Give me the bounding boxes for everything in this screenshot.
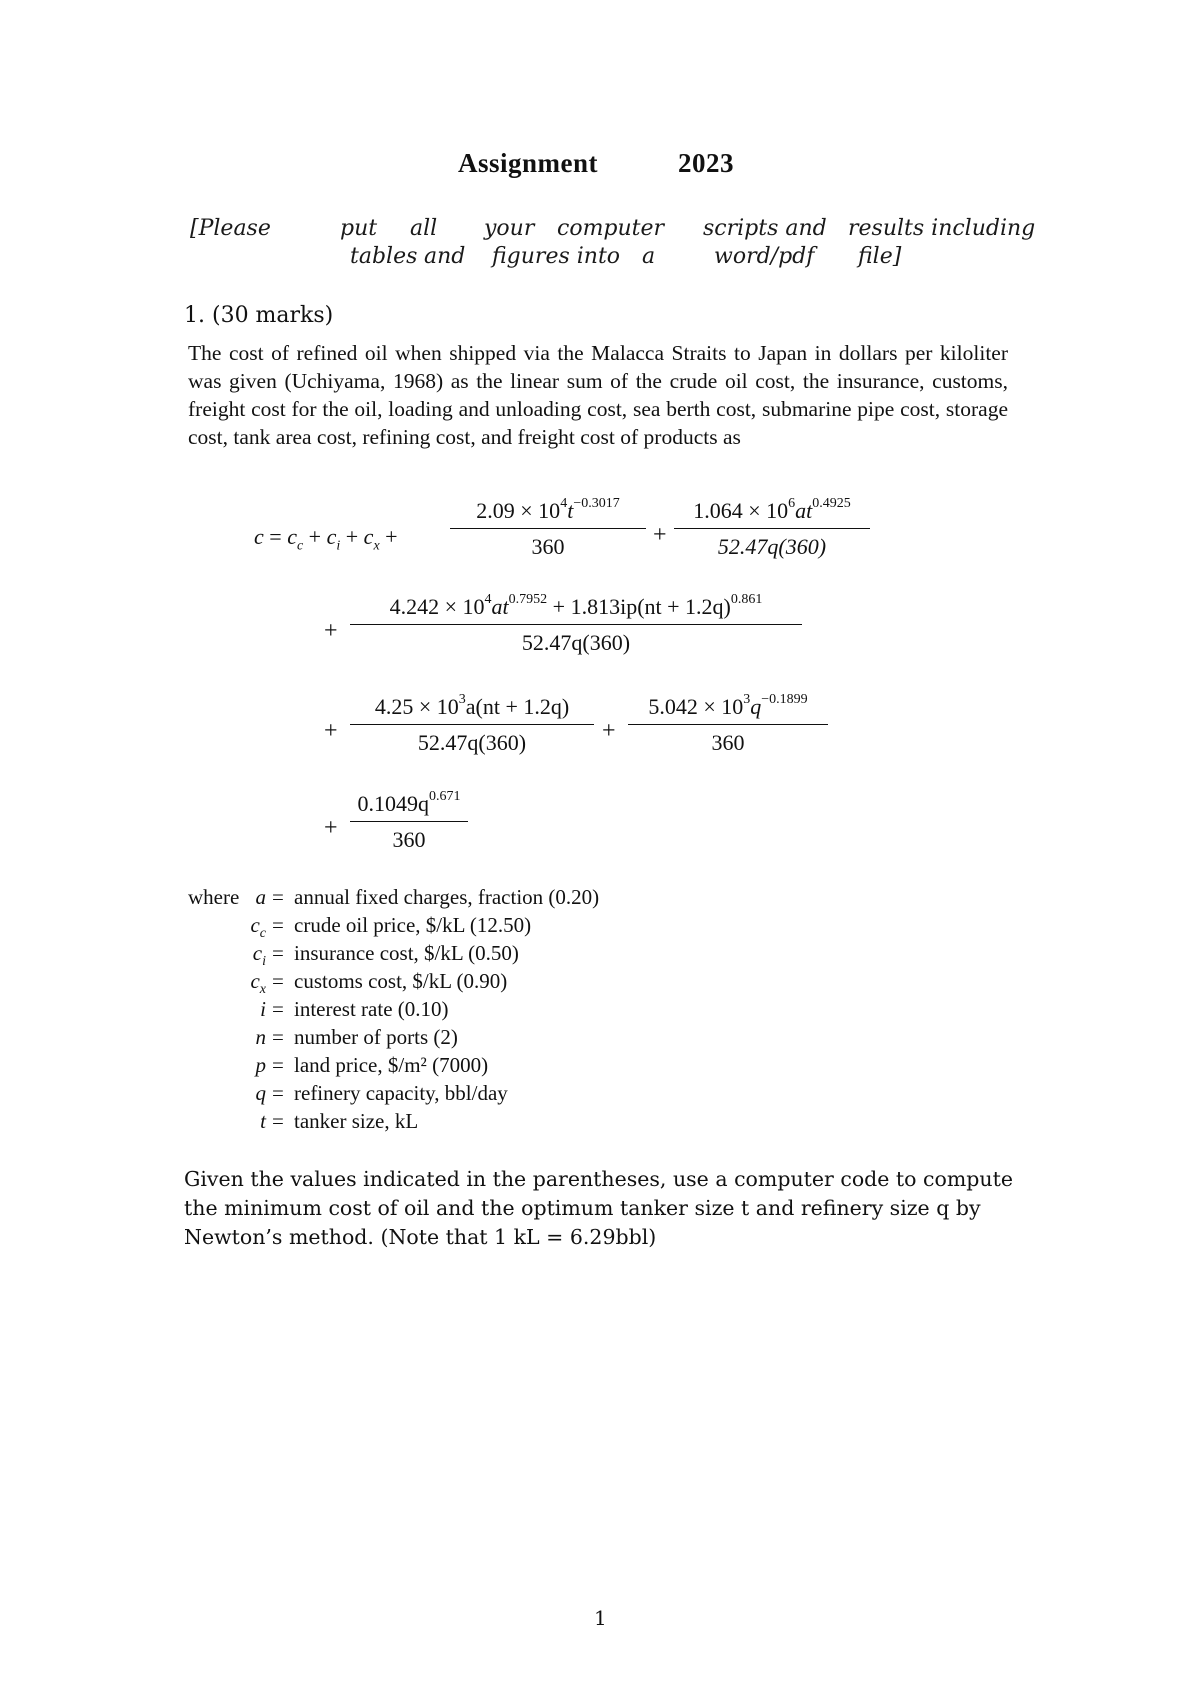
plus-sign: +: [602, 718, 616, 744]
equation-lhs: $c = c_c + c_i + c_x$ +: [254, 524, 398, 554]
definition-text: number of ports (2): [294, 1025, 458, 1049]
note-word: word/pdf: [714, 244, 815, 269]
definition-text: interest rate (0.10): [294, 997, 449, 1021]
term-storage-fraction: $4.25 \times 10^3a(nt + 1.2q)$ 52.47q(360): [350, 694, 594, 756]
assignment-title: Assignment: [458, 148, 599, 178]
term-freight-fraction: $2.09 \times 10^4t^{-0.3017}$ 360: [450, 498, 646, 560]
note-word: and: [424, 244, 466, 269]
note-word: [Please: [190, 216, 271, 241]
definition-symbol: n: [255, 1025, 266, 1049]
definition-symbol: q: [255, 1081, 266, 1105]
definition-text: annual fixed charges, fraction (0.20): [294, 885, 600, 909]
definition-equals: =: [272, 1025, 284, 1049]
question-intro: The cost of refined oil when shipped via the Malacca Straits to Japan in dollars per kiloliter was given (Uchiyama, 1968) as the linear sum of the crude oil cost, the insurance, customs, freight cost for the oil, loading and unloading cost, sea berth cost, submarine pipe cost, storage cost, tank area cost, refining cost, and freight cost of products as: [188, 341, 1008, 449]
note-word: file]: [858, 244, 902, 269]
note-word: your: [484, 216, 535, 241]
task-instruction: Given the values indicated in the parentheses, use a computer code to compute the minimum cost of oil and the optimum tanker size t and refinery size q by Newton’s method. (Note that 1 kL = 6.29bbl): [184, 1167, 1013, 1249]
term-product-freight-fraction: $0.1049q^{0.671}$ 360: [350, 791, 468, 853]
definition-equals: =: [272, 1109, 284, 1133]
assignment-year: 2023: [678, 148, 734, 178]
page-number: 1: [594, 1606, 607, 1630]
definition-equals: =: [272, 941, 284, 965]
plus-sign: +: [324, 618, 338, 644]
note-word: results including: [848, 216, 1036, 241]
definition-equals: =: [272, 997, 284, 1021]
definition-equals: =: [272, 1053, 284, 1077]
plus-sign: +: [324, 815, 338, 841]
definition-text: land price, $/m² (7000): [294, 1053, 489, 1077]
note-word: all: [410, 216, 438, 241]
definition-text: insurance cost, $/kL (0.50): [294, 941, 519, 965]
note-word: tables: [350, 244, 418, 269]
plus-sign: +: [653, 522, 667, 548]
definition-text: tanker size, kL: [294, 1109, 419, 1133]
note-word: computer: [557, 216, 665, 241]
term-berth-fraction: $4.242 \times 10^4at^{0.7952} + 1.813ip(nt + 1.2q)^{0.861}$ 52.47q(360): [350, 594, 802, 656]
definition-text: crude oil price, $/kL (12.50): [294, 913, 532, 937]
definition-text: customs cost, $/kL (0.90): [294, 969, 508, 993]
definition-symbol: a: [255, 885, 266, 909]
definition-symbol: p: [255, 1053, 266, 1077]
note-word: figures into: [492, 244, 621, 269]
definition-equals: =: [272, 1081, 284, 1105]
term-loading-fraction: $1.064 \times 10^6at^{0.4925}$ 52.47q(360): [674, 498, 870, 560]
definition-symbol: $c_i$: [252, 941, 266, 970]
definition-equals: =: [272, 969, 284, 993]
where-label: where: [188, 885, 240, 909]
note-word: a: [642, 244, 656, 269]
term-refining-fraction: $5.042 \times 10^3q^{-0.1899}$ 360: [628, 694, 828, 756]
note-word: put: [340, 216, 378, 241]
definition-equals: =: [272, 885, 284, 909]
note-word: scripts and: [703, 216, 827, 241]
definition-symbol: t: [260, 1109, 266, 1133]
definition-symbol: $c_x$: [250, 969, 266, 998]
definition-equals: =: [272, 913, 284, 937]
definition-text: refinery capacity, bbl/day: [294, 1081, 508, 1105]
definition-symbol: i: [260, 997, 266, 1021]
question-heading: 1. (30 marks): [184, 303, 334, 328]
definition-symbol: $c_c$: [250, 913, 266, 942]
plus-sign: +: [324, 718, 338, 744]
